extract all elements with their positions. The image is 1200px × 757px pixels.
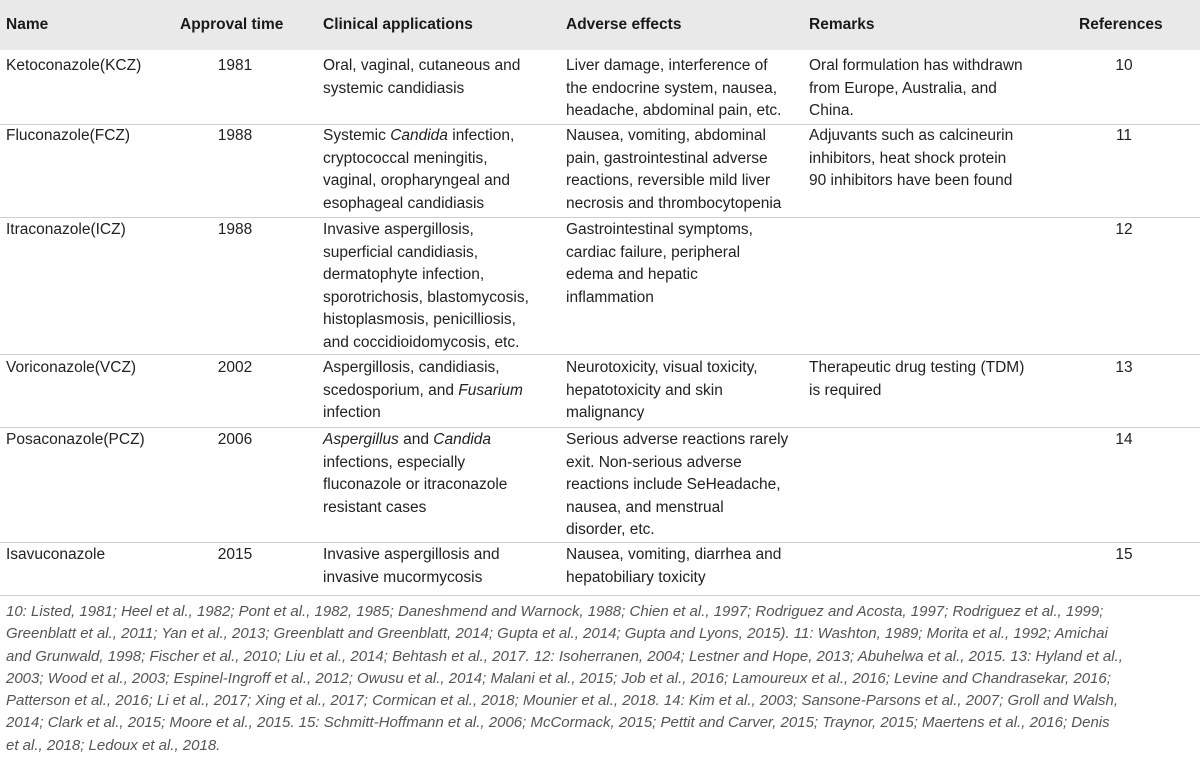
row-1-remarks: Oral formulation has withdrawn from Europe, Australia, and China. (809, 57, 1023, 119)
row-1-name: Ketoconazole(KCZ) (6, 57, 142, 74)
row-divider (0, 354, 1200, 355)
row-6-adverse: Nausea, vomiting, diarrhea and hepatobiliary toxicity (566, 546, 782, 586)
row-3-adverse: Gastrointestinal symptoms, cardiac failure, peripheral edema and hepatic inflammation (566, 221, 753, 306)
row-5-ref: 14 (1115, 431, 1133, 448)
table-header-bar (0, 0, 1200, 50)
row-6-clinical: Invasive aspergillosis and invasive mucormycosis (323, 546, 500, 586)
row-4-adverse: Neurotoxicity, visual toxicity, hepatotoxicity and skin malignancy (566, 359, 758, 421)
header-approval-time: Approval time (180, 16, 284, 33)
row-4-approval: 2002 (217, 359, 253, 376)
row-6-name: Isavuconazole (6, 546, 106, 563)
row-3-name: Itraconazole(ICZ) (6, 221, 126, 238)
row-divider (0, 217, 1200, 218)
row-4-clinical: Aspergillosis, candidiasis, scedosporium, and Fusarium infection (323, 359, 523, 421)
header-name: Name (6, 16, 49, 33)
row-4-name: Voriconazole(VCZ) (6, 359, 137, 376)
header-clinical-applications: Clinical applications (323, 16, 473, 33)
row-2-adverse: Nausea, vomiting, abdominal pain, gastrointestinal adverse reactions, reversible mild liver necrosis and thrombocytopenia (566, 127, 782, 212)
row-2-approval: 1988 (217, 127, 253, 144)
row-2-name: Fluconazole(FCZ) (6, 127, 131, 144)
row-2-ref: 11 (1115, 127, 1133, 144)
row-4-ref: 13 (1115, 359, 1133, 376)
row-divider (0, 542, 1200, 543)
row-divider (0, 427, 1200, 428)
row-2-remarks: Adjuvants such as calcineurin inhibitors, heat shock protein 90 inhibitors have been found (809, 127, 1014, 189)
table-bottom-rule (0, 595, 1200, 596)
row-1-clinical: Oral, vaginal, cutaneous and systemic candidiasis (323, 57, 521, 97)
row-3-clinical: Invasive aspergillosis, superficial candidiasis, dermatophyte infection, sporotrichosis, blastomycosis, histoplasmosis, penicilliosis, and coccidioidomycosis, etc. (323, 221, 529, 351)
row-1-approval: 1981 (217, 57, 253, 74)
header-adverse-effects: Adverse effects (566, 16, 682, 33)
row-2-clinical: Systemic Candida infection, cryptococcal meningitis, vaginal, oropharyngeal and esophageal candidiasis (323, 127, 515, 212)
row-6-ref: 15 (1115, 546, 1133, 563)
row-1-ref: 10 (1115, 57, 1133, 74)
row-4-remarks: Therapeutic drug testing (TDM) is required (809, 359, 1025, 399)
row-5-name: Posaconazole(PCZ) (6, 431, 145, 448)
header-references: References (1079, 16, 1163, 33)
row-3-approval: 1988 (217, 221, 253, 238)
row-1-adverse: Liver damage, interference of the endocrine system, nausea, headache, abdominal pain, etc. (566, 57, 782, 119)
row-6-approval: 2015 (217, 546, 253, 563)
row-5-adverse: Serious adverse reactions rarely exit. Non-serious adverse reactions include SeHeadache, nausea, and menstrual disorder, etc. (566, 431, 789, 538)
table-footnote: 10: Listed, 1981; Heel et al., 1982; Pont et al., 1982, 1985; Daneshmend and Warnock, 1988; Chien et al., 1997; Rodriguez and Acosta, 1997; Rodriguez et al., 1999; Greenblatt et al., 2011; Yan et al., 2013; Greenblatt and Greenblatt, 2014; Gupta et al., 2014; Gupta and Lyons, 2015). 11: Washton, 1989; Morita et al., 1992; Amichai and Grunwald, 1998; Fischer et al., 2010; Liu et al., 2014; Behtash et al., 2017. 12: Isoherranen, 2004; Lestner and Hope, 2013; Abuhelwa et al., 2015. 13: Hyland et al., 2003; Wood et al., 2003; Espinel-Ingroff et al., 2012; Owusu et al., 2014; Malani et al., 2015; Job et al., 2016; Lamoureux et al., 2016; Levine and Chandrasekar, 2016; Patterson et al., 2016; Li et al., 2017; Xing et al., 2017; Cormican et al., 2018; Mounier et al., 2018. 14: Kim et al., 2003; Sansone-Parsons et al., 2007; Groll and Walsh, 2014; Clark et al., 2015; Moore et al., 2015. 15: Schmitt-Hoffmann et al., 2006; McCormack, 2015; Pettit and Carver, 2015; Traynor, 2015; Maertens et al., 2016; Denis et al., 2018; Ledoux et al., 2018. (6, 603, 1123, 754)
row-5-clinical: Aspergillus and Candida infections, especially fluconazole or itraconazole resistant cases (323, 431, 508, 516)
header-remarks: Remarks (809, 16, 875, 33)
row-3-ref: 12 (1115, 221, 1133, 238)
row-5-approval: 2006 (217, 431, 253, 448)
